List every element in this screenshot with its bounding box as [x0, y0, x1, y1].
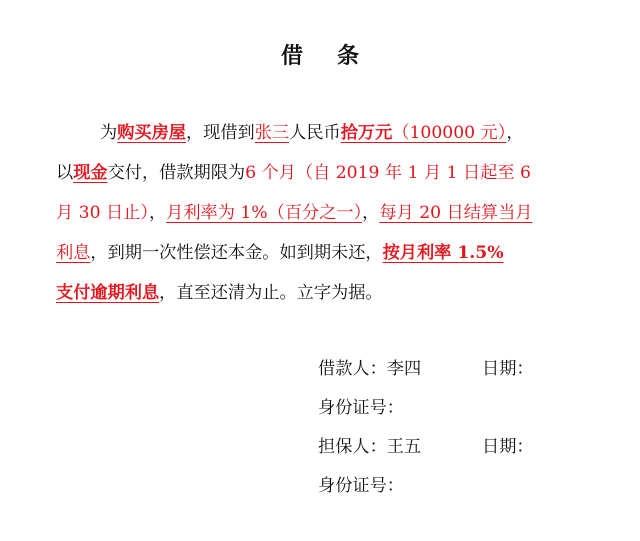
- overdue-rate-end: 支付逾期利息: [56, 283, 160, 303]
- text-segment: 人民币: [289, 123, 341, 143]
- title-char-2: 条: [337, 44, 360, 69]
- title-char-1: 借: [280, 44, 303, 69]
- settlement-terms: 每月 20 日结算当月: [379, 203, 533, 223]
- text-segment: ，现借到: [185, 123, 255, 143]
- text-segment: 以: [56, 163, 74, 183]
- text-segment: ，: [148, 203, 167, 223]
- body-line-5: [56, 278, 383, 308]
- body-line-3: [56, 198, 533, 228]
- lender-name: 张三: [254, 123, 290, 143]
- text-segment: ，: [506, 123, 524, 143]
- guarantor-label: 担保人：王五: [318, 437, 422, 457]
- loan-term: 6 个月（自 2019 年 1 月 1 日起至 6: [245, 163, 531, 183]
- guarantor-date-label: 日期：: [482, 437, 534, 457]
- settlement-terms-end: 利息: [56, 243, 91, 263]
- borrower-date-label: 日期：: [482, 359, 534, 379]
- body-line-1: [100, 118, 524, 148]
- borrower-id-label: 身份证号：: [318, 398, 404, 418]
- text-segment: ，到期一次性偿还本金。如到期未还，: [90, 243, 383, 263]
- text-segment: 交付，借款期限为: [107, 163, 246, 183]
- text-segment: ，: [362, 203, 380, 223]
- overdue-rate: 按月利率 1.5%: [382, 243, 504, 263]
- text-segment: 为: [100, 123, 118, 143]
- payment-method: 现金: [73, 163, 108, 183]
- borrower-label: 借款人：李四: [318, 359, 422, 379]
- body-line-2: [56, 158, 531, 188]
- loan-term-end: 月 30 日止）: [56, 203, 149, 223]
- text-segment: ，直至还清为止。立字为据。: [159, 283, 383, 303]
- loan-amount-words: 拾万元: [340, 123, 393, 143]
- loan-purpose: 购买房屋: [117, 123, 186, 143]
- body-line-4: [56, 238, 504, 268]
- document-title: [0, 42, 640, 72]
- loan-amount-number: （100000 元）: [392, 123, 507, 143]
- interest-rate: 月利率为 1%（百分之一）: [166, 203, 363, 223]
- guarantor-id-label: 身份证号：: [318, 476, 404, 496]
